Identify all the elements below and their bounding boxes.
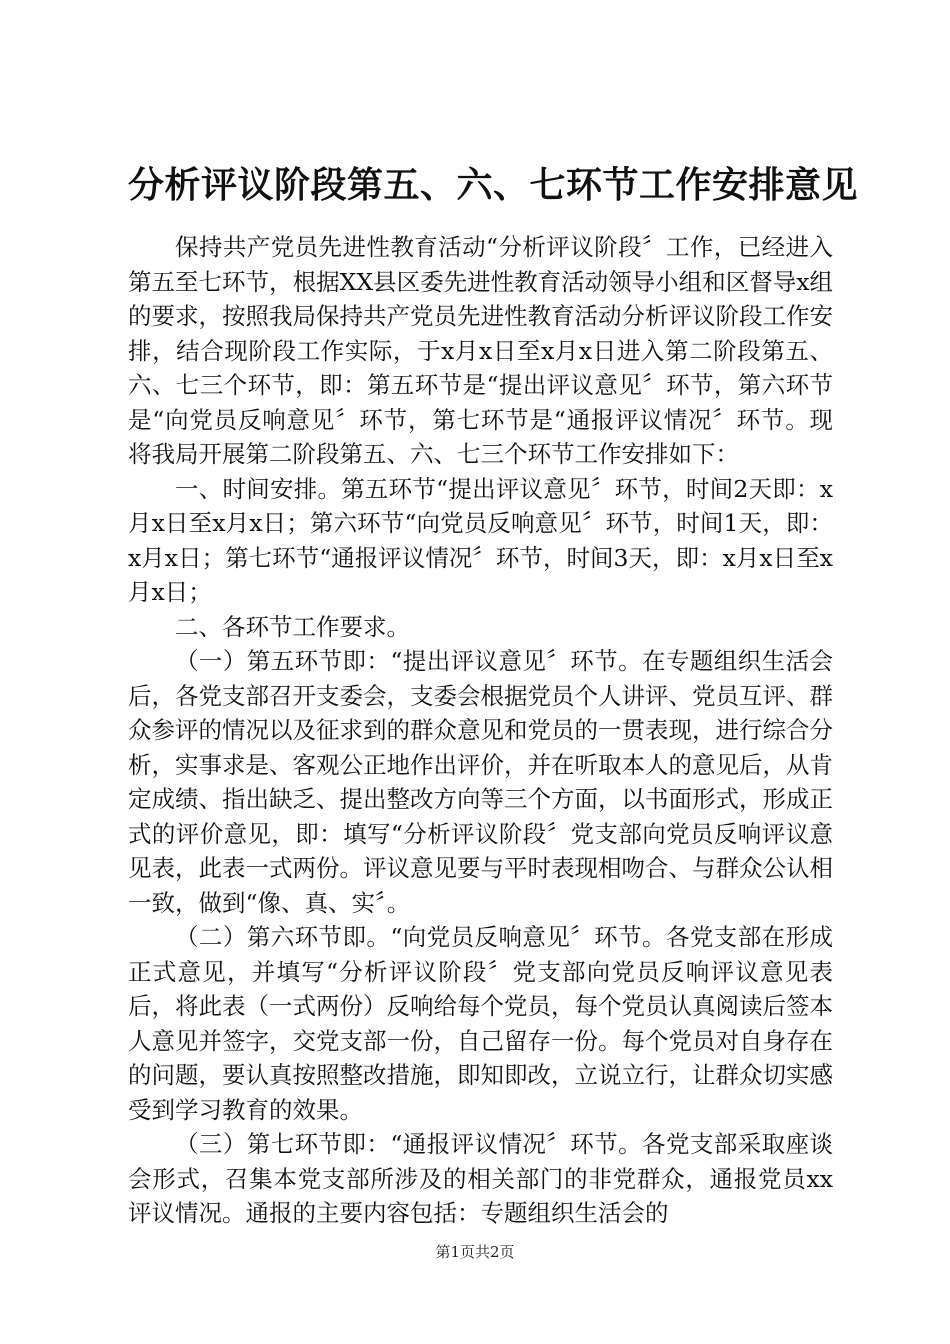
body-paragraph: （一）第五环节即：“提出评议意见〞环节。在专题组织生活会后，各党支部召开支委会，支委会根据党员个人讲评、党员互评、群众参评的情况以及征求到的群众意见和党员的一贯表现，进行综合分析，实事求是、客观公正地作出评价，并在听取本人的意见后，从肯定成绩、指出缺乏、提出整改方向等三个方面，以书面形式，形成正式的评价意见，即：填写“分析评议阶段〞党支部向党员反响评议意见表，此表一式两份。评议意见要与平时表现相吻合、与群众公认相一致，做到“像、真、实〞。	[128, 647, 833, 917]
body-paragraph: 保持共产党员先进性教育活动“分析评议阶段〞工作，已经进入第五至七环节，根据XX县区委先进性教育活动领导小组和区督导x组的要求，按照我局保持共产党员先进性教育活动分析评议阶段工作安排，结合现阶段工作实际，于x月x日至x月x日进入第二阶段第五、六、七三个环节，即：第五环节是“提出评议意见〞环节，第六环节是“向党员反响意见〞环节，第七环节是“通报评议情况〞环节。现将我局开展第二阶段第五、六、七三个环节工作安排如下：	[128, 233, 833, 468]
body-paragraph: 二、各环节工作要求。	[175, 612, 410, 641]
page-total: 共2页	[475, 1243, 515, 1261]
body-paragraph: （二）第六环节即。“向党员反响意见〞环节。各党支部在形成正式意见，并填写“分析评议阶段〞党支部向党员反响评议意见表后，将此表（一式两份）反响给每个党员，每个党员认真阅读后签本人意见并签字，交党支部一份，自己留存一份。每个党员对自身存在的问题，要认真按照整改措施，即知即改，立说立行，让群众切实感受到学习教育的效果。	[128, 923, 833, 1124]
page-footer	[0, 1242, 950, 1262]
document-title: 分析评议阶段第五、六、七环节工作安排意见	[128, 165, 859, 206]
body-paragraph: （三）第七环节即：“通报评议情况〞环节。各党支部采取座谈会形式，召集本党支部所涉及的相关部门的非党群众，通报党员xx评议情况。通报的主要内容包括：专题组织生活会的	[128, 1130, 833, 1227]
document-body	[128, 230, 833, 1231]
body-paragraph: 一、时间安排。第五环节“提出评议意见〞环节，时间2天即：x月x日至x月x日；第六环节“向党员反响意见〞环节，时间1天，即：x月x日；第七环节“通报评议情况〞环节，时间3天，即：x月x日至x月x日；	[128, 474, 833, 606]
page-number: 第1页	[435, 1243, 475, 1261]
